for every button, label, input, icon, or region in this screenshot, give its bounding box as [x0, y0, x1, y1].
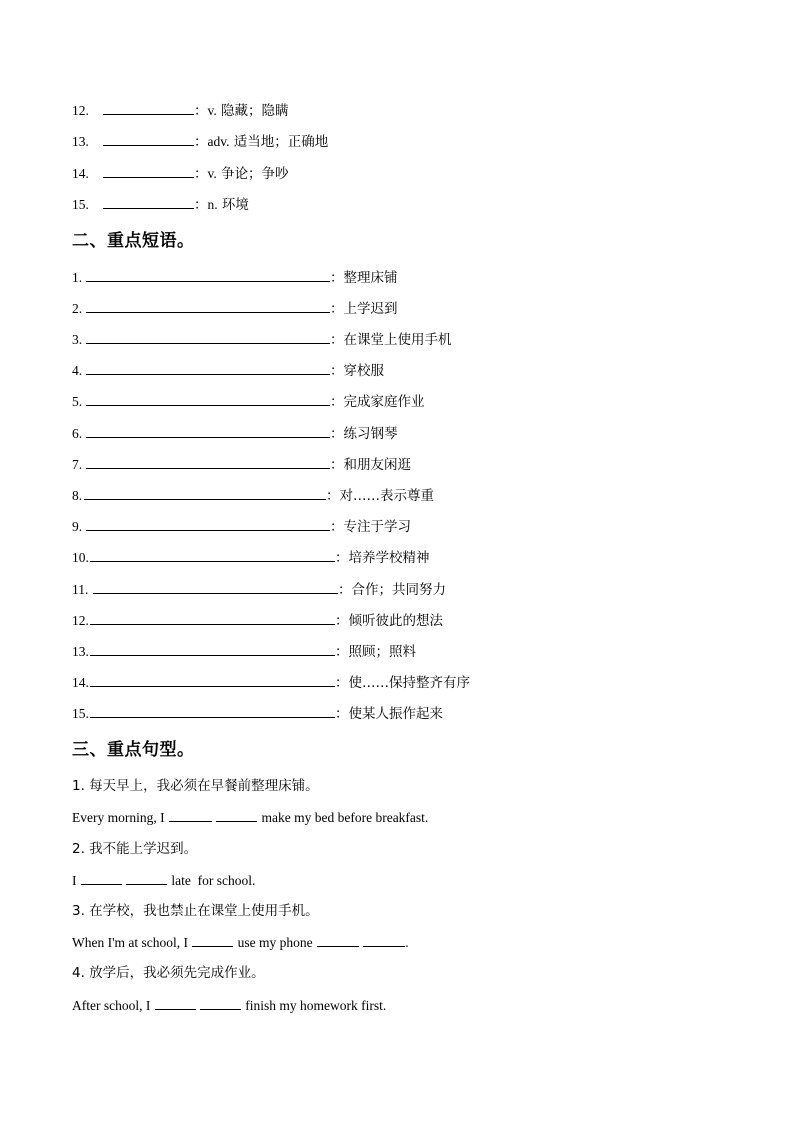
phrase-item [72, 424, 398, 443]
colon: ： [194, 166, 208, 182]
phrase-item [72, 299, 398, 318]
item-number: 15. [72, 706, 89, 721]
sentence-text: Every morning, I [72, 810, 165, 825]
phrase-item [72, 330, 452, 349]
phrase-item [72, 611, 443, 630]
meaning: 倾听彼此的想法 [348, 613, 443, 629]
vocab-item [72, 164, 289, 183]
item-number: 14. [72, 675, 89, 690]
answer-blank[interactable] [200, 996, 241, 1010]
sentence-text: I [72, 873, 77, 888]
answer-blank[interactable] [86, 299, 330, 313]
item-number: 12. [72, 103, 89, 118]
item-number: 14. [72, 166, 89, 181]
meaning: 专注于学习 [343, 519, 411, 535]
item-number: 6. [72, 426, 83, 441]
item-number: 13. [72, 134, 89, 149]
sentence-english [72, 808, 428, 827]
sentence-english [72, 933, 409, 952]
phrase-item [72, 673, 470, 692]
phrase-item [72, 455, 411, 474]
meaning: 对……表示尊重 [339, 488, 434, 504]
sentence-text: After school, I [72, 998, 151, 1013]
item-number: 5. [72, 394, 83, 409]
item-number: 1. [72, 270, 83, 285]
answer-blank[interactable] [90, 673, 335, 687]
answer-blank[interactable] [103, 132, 194, 146]
sentence-text: use my phone [237, 935, 313, 950]
colon: ： [335, 644, 349, 660]
item-number: 8. [72, 488, 83, 503]
sentence-text: When I'm at school, I [72, 935, 189, 950]
meaning: 照顾；照料 [348, 644, 416, 660]
answer-blank[interactable] [90, 548, 335, 562]
answer-blank[interactable] [90, 642, 335, 656]
meaning: 整理床铺 [343, 270, 398, 286]
colon: ： [194, 197, 208, 213]
colon: ： [326, 488, 340, 504]
answer-blank[interactable] [84, 486, 326, 500]
meaning: 使……保持整齐有序 [348, 675, 470, 691]
item-number: 2. [72, 301, 83, 316]
meaning: 适当地；正确地 [233, 134, 329, 150]
item-number: 11. [72, 582, 89, 597]
answer-blank[interactable] [317, 933, 359, 947]
answer-blank[interactable] [86, 392, 330, 406]
colon: ： [330, 363, 344, 379]
item-number: 3. [72, 332, 83, 347]
answer-blank[interactable] [103, 164, 194, 178]
meaning: 完成家庭作业 [343, 394, 425, 410]
phrase-item [72, 361, 384, 380]
colon: ： [335, 550, 349, 566]
answer-blank[interactable] [86, 330, 330, 344]
part-of-speech: v. [207, 166, 217, 181]
meaning: 合作；共同努力 [351, 582, 446, 598]
meaning: 隐藏；隐瞒 [221, 103, 289, 119]
part-of-speech: n. [207, 197, 218, 212]
answer-blank[interactable] [86, 455, 330, 469]
sentence-chinese: 4. 放学后，我必须先完成作业。 [72, 965, 265, 981]
colon: ： [330, 457, 344, 473]
vocab-item [72, 132, 328, 151]
answer-blank[interactable] [169, 808, 212, 822]
answer-blank[interactable] [90, 611, 335, 625]
vocab-item [72, 195, 249, 214]
item-number: 9. [72, 519, 83, 534]
item-number: 12. [72, 613, 89, 628]
answer-blank[interactable] [81, 871, 122, 885]
answer-blank[interactable] [192, 933, 233, 947]
meaning: 培养学校精神 [348, 550, 430, 566]
sentence-text: make my bed before breakfast. [261, 810, 429, 825]
part-of-speech: v. [207, 103, 217, 118]
meaning: 练习钢琴 [343, 426, 398, 442]
item-number: 7. [72, 457, 83, 472]
colon: ： [194, 103, 208, 119]
answer-blank[interactable] [93, 580, 338, 594]
phrase-item [72, 704, 443, 723]
part-of-speech: adv. [207, 134, 230, 149]
sentence-text: finish my homework first. [245, 998, 387, 1013]
item-number: 13. [72, 644, 89, 659]
vocab-item [72, 101, 289, 120]
phrase-item [72, 268, 398, 287]
answer-blank[interactable] [155, 996, 196, 1010]
answer-blank[interactable] [86, 361, 330, 375]
phrase-item [72, 548, 430, 567]
answer-blank[interactable] [86, 424, 330, 438]
answer-blank[interactable] [90, 704, 335, 718]
colon: ： [335, 675, 349, 691]
meaning: 在课堂上使用手机 [343, 332, 452, 348]
meaning: 穿校服 [343, 363, 384, 379]
colon: ： [330, 301, 344, 317]
sentence-english [72, 996, 386, 1015]
colon: ： [335, 613, 349, 629]
phrase-item [72, 580, 446, 599]
section-heading-phrases: 二、重点短语。 [72, 231, 195, 251]
phrase-item [72, 642, 416, 661]
section-heading-sentences: 三、重点句型。 [72, 740, 195, 760]
colon: ： [330, 426, 344, 442]
colon: ： [194, 134, 208, 150]
answer-blank[interactable] [103, 101, 194, 115]
sentence-chinese: 1. 每天早上，我必须在早餐前整理床铺。 [72, 778, 319, 794]
sentence-chinese: 3. 在学校，我也禁止在课堂上使用手机。 [72, 903, 319, 919]
item-number: 4. [72, 363, 83, 378]
meaning: 和朋友闲逛 [343, 457, 411, 473]
sentence-english [72, 871, 255, 890]
answer-blank[interactable] [86, 517, 330, 531]
sentence-text: late for school. [171, 873, 256, 888]
item-number: 10. [72, 550, 89, 565]
item-number: 15. [72, 197, 89, 212]
colon: ： [330, 519, 344, 535]
sentence-chinese: 2. 我不能上学迟到。 [72, 841, 198, 857]
phrase-item [72, 392, 425, 411]
phrase-item [72, 517, 411, 536]
meaning: 使某人振作起来 [348, 706, 443, 722]
answer-blank[interactable] [216, 808, 257, 822]
colon: ： [335, 706, 349, 722]
colon: ： [330, 332, 344, 348]
meaning: 上学迟到 [343, 301, 398, 317]
answer-blank[interactable] [126, 871, 167, 885]
colon: ： [338, 582, 352, 598]
phrase-item [72, 486, 434, 505]
meaning: 争论；争吵 [221, 166, 289, 182]
answer-blank[interactable] [363, 933, 405, 947]
answer-blank[interactable] [86, 268, 330, 282]
answer-blank[interactable] [103, 195, 194, 209]
colon: ： [330, 394, 344, 410]
colon: ： [330, 270, 344, 286]
meaning: 环境 [221, 197, 249, 213]
sentence-text: . [405, 935, 409, 950]
